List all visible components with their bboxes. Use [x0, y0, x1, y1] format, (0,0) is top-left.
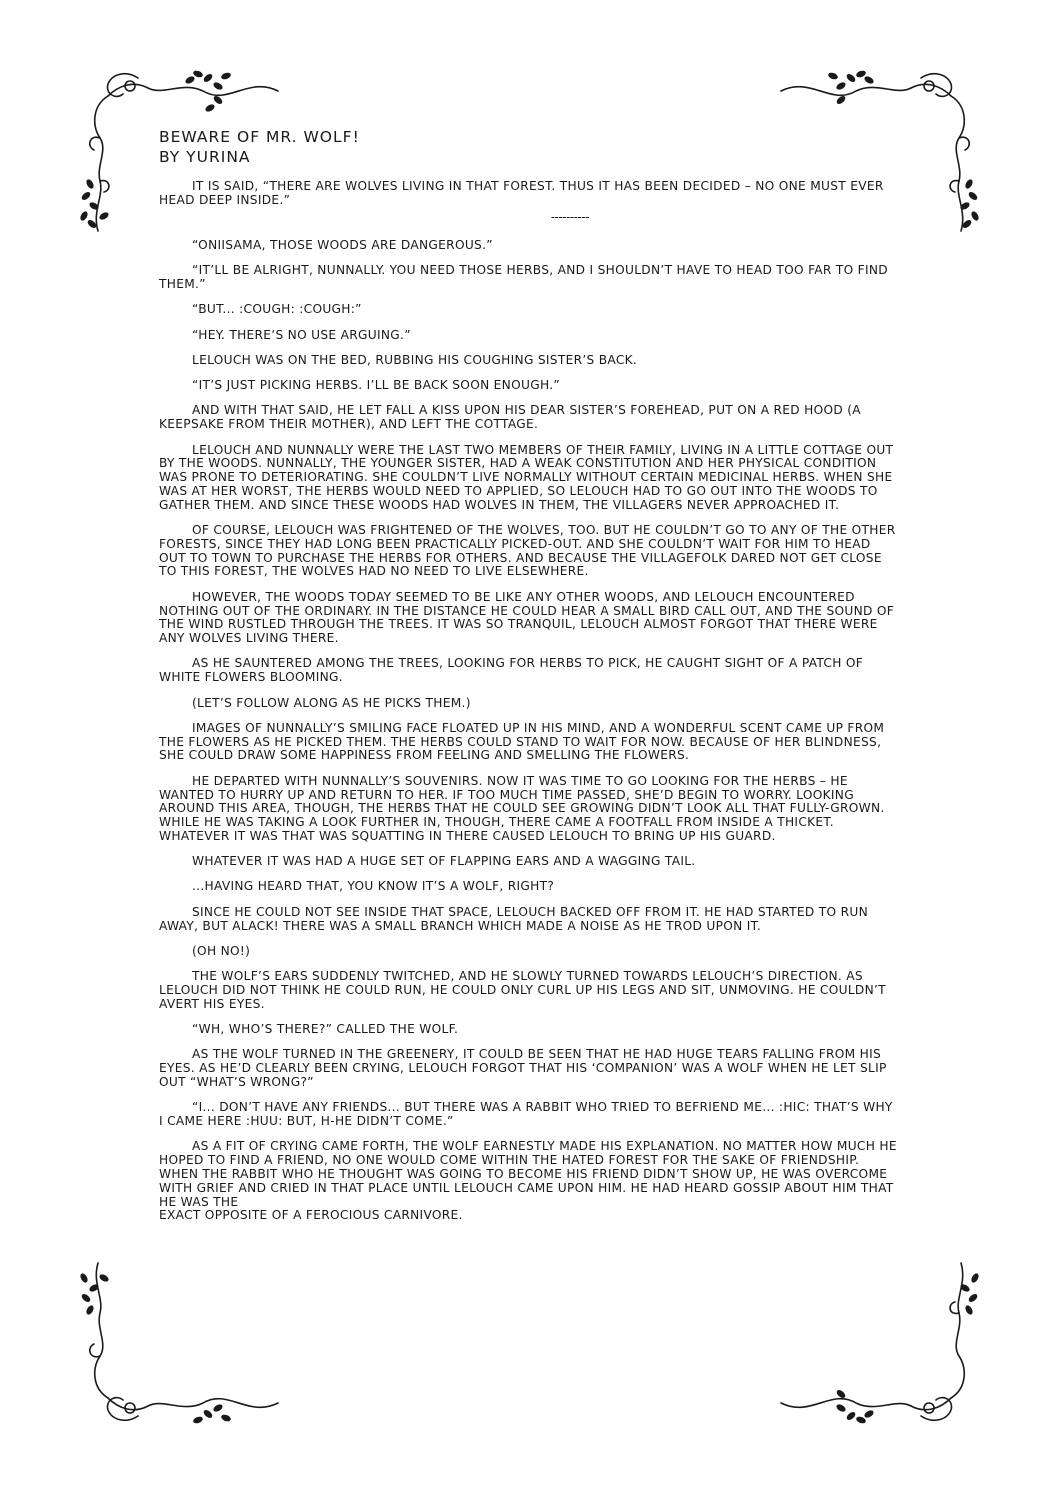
vine-ornament-bottom-left — [78, 1258, 283, 1428]
section-separator: ---------- — [550, 210, 589, 225]
story-body — [159, 180, 899, 1235]
paragraph: WHATEVER IT WAS HAD A HUGE SET OF FLAPPING EARS AND A WAGGING TAIL. — [192, 854, 696, 869]
paragraph: HOWEVER, THE WOODS TODAY SEEMED TO BE LIKE ANY OTHER WOODS, AND LELOUCH ENCOUNTERED NOTHING OUT OF THE ORDINARY. IN THE DISTANCE HE COULD HEAR A SMALL BIRD CALL OUT, AND THE SOUND OF THE WIND RUSTLED THROUGH THE TREES. IT WAS SO TRANQUIL, LELOUCH ALMOST FORGOT THAT THERE WERE ANY WOLVES LIVING THERE. — [159, 589, 895, 646]
paragraph: AS A FIT OF CRYING CAME FORTH, THE WOLF EARNESTLY MADE HIS EXPLANATION. NO MATTER HOW MUCH HE HOPED TO FIND A FRIEND, NO ONE WOULD COME WITHIN THE HATED FOREST FOR THE SAKE OF FRIENDSHIP. WHEN THE RABBIT WHO HE THOUGHT WAS GOING TO BECOME HIS FRIEND DIDN’T SHOW UP, HE WAS OVERCOME WITH GRIEF AND CRIED IN THAT PLACE UNTIL LELOUCH CAME UPON HIM. HE HAD HEARD GOSSIP ABOUT HIM THAT HE WAS THE — [159, 1139, 897, 1209]
paragraph: OF COURSE, LELOUCH WAS FRIGHTENED OF THE WOLVES, TOO. BUT HE COULDN’T GO TO ANY OF THE OTHER FORESTS, SINCE THEY HAD LONG BEEN PRACTICALLY PICKED-OUT. AND SHE COULDN’T WAIT FOR HIM TO HEAD OUT TO TOWN TO PURCHASE THE HERBS FOR OTHERS. AND BECAUSE THE VILLAGEFOLK DARED NOT GET CLOSE TO THIS FOREST, THE WOLVES HAD NO NEED TO LIVE ELSEWHERE. — [159, 523, 896, 579]
paragraph: “IT’LL BE ALRIGHT, NUNNALLY. YOU NEED THOSE HERBS, AND I SHOULDN’T HAVE TO HEAD TOO FAR TO FIND THEM.” — [159, 263, 888, 291]
paragraph: “WH, WHO’S THERE?” CALLED THE WOLF. — [192, 1022, 459, 1037]
paragraph-continuation: EXACT OPPOSITE OF A FEROCIOUS CARNIVORE. — [159, 1208, 463, 1223]
paragraph: ...HAVING HEARD THAT, YOU KNOW IT’S A WOLF, RIGHT? — [192, 879, 555, 894]
paragraph: (OH NO!) — [192, 943, 251, 958]
paragraph: “I... DON’T HAVE ANY FRIENDS... BUT THERE WAS A RABBIT WHO TRIED TO BEFRIEND ME... :HIC: THAT’S WHY I CAME HERE :HUU: BUT, H-HE DIDN’T COME.” — [159, 1100, 893, 1129]
paragraph: (LET’S FOLLOW ALONG AS HE PICKS THEM.) — [192, 695, 471, 710]
story-title: BEWARE OF MR. WOLF! — [159, 128, 360, 146]
title-block — [159, 127, 360, 167]
story-byline: BY YURINA — [159, 148, 251, 166]
paragraph: AND WITH THAT SAID, HE LET FALL A KISS UPON HIS DEAR SISTER’S FOREHEAD, PUT ON A RED HOOD (A KEEPSAKE FROM THEIR MOTHER), AND LEFT THE COTTAGE. — [159, 403, 861, 432]
paragraph: THE WOLF’S EARS SUDDENLY TWITCHED, AND HE SLOWLY TURNED TOWARDS LELOUCH’S DIRECTION. AS LELOUCH DID NOT THINK HE COULD RUN, HE COULD ONLY CURL UP HIS LEGS AND SIT, UNMOVING. HE COULDN’T AVERT HIS EYES. — [159, 969, 886, 1011]
paragraph: AS THE WOLF TURNED IN THE GREENERY, IT COULD BE SEEN THAT HE HAD HUGE TEARS FALLING FROM HIS EYES. AS HE’D CLEARLY BEEN CRYING, LELOUCH FORGOT THAT HIS ‘COMPANION’ WAS A WOLF WHEN HE LET SLIP OUT “WHAT’S WRONG?” — [159, 1047, 887, 1089]
vine-ornament-bottom-right — [776, 1258, 981, 1428]
paragraph: HE DEPARTED WITH NUNNALLY’S SOUVENIRS. NOW IT WAS TIME TO GO LOOKING FOR THE HERBS – HE WANTED TO HURRY UP AND RETURN TO HER. IF TOO MUCH TIME PASSED, SHE’D BEGIN TO WORRY. LOOKING AROUND THIS AREA, THOUGH, THE HERBS THAT HE COULD SEE GROWING DIDN’T LOOK ALL THAT FULLY-GROWN. WHILE HE WAS TAKING A LOOK FURTHER IN, THOUGH, THERE CAME A FOOTFALL FROM INSIDE A THICKET. WHATEVER IT WAS THAT WAS SQUATTING IN THERE CAUSED LELOUCH TO BRING UP HIS GUARD. — [159, 773, 885, 843]
paragraph: LELOUCH AND NUNNALLY WERE THE LAST TWO MEMBERS OF THEIR FAMILY, LIVING IN A LITTLE COTTAGE OUT BY THE WOODS. NUNNALLY, THE YOUNGER SISTER, HAD A WEAK CONSTITUTION AND HER PHYSICAL CONDITION WAS PRONE TO DETERIORATING. SHE COULDN’T LIVE NORMALLY WITHOUT CERTAIN MEDICINAL HERBS. WHEN SHE WAS AT HER WORST, THE HERBS WOULD NEED TO APPLIED, SO LELOUCH HAD TO GO OUT INTO THE WOODS TO GATHER THEM. AND SINCE THESE WOODS HAD WOLVES IN THEM, THE VILLAGERS NEVER APPROACHED IT. — [159, 442, 894, 512]
paragraph: SINCE HE COULD NOT SEE INSIDE THAT SPACE, LELOUCH BACKED OFF FROM IT. HE HAD STARTED TO RUN AWAY, BUT ALACK! THERE WAS A SMALL BRANCH WHICH MADE A NOISE AS HE TROD UPON IT. — [159, 904, 868, 933]
paragraph: LELOUCH WAS ON THE BED, RUBBING HIS COUGHING SISTER’S BACK. — [192, 352, 638, 367]
paragraph: “ONIISAMA, THOSE WOODS ARE DANGEROUS.” — [192, 237, 493, 252]
paragraph: “HEY. THERE’S NO USE ARGUING.” — [192, 327, 411, 342]
paragraph: IMAGES OF NUNNALLY’S SMILING FACE FLOATED UP IN HIS MIND, AND A WONDERFUL SCENT CAME UP FROM THE FLOWERS AS HE PICKED THEM. THE HERBS COULD STAND TO WAIT FOR NOW. BECAUSE OF HER BLINDNESS, SHE COULD DRAW SOME HAPPINESS FROM FEELING AND SMELLING THE FLOWERS. — [159, 720, 885, 763]
paragraph: AS HE SAUNTERED AMONG THE TREES, LOOKING FOR HERBS TO PICK, HE CAUGHT SIGHT OF A PATCH OF WHITE FLOWERS BLOOMING. — [159, 656, 864, 685]
paragraph: “IT’S JUST PICKING HERBS. I’LL BE BACK SOON ENOUGH.” — [192, 378, 560, 393]
paragraph: IT IS SAID, “THERE ARE WOLVES LIVING IN THAT FOREST. THUS IT HAS BEEN DECIDED – NO ONE MUST EVER HEAD DEEP INSIDE.” — [159, 179, 884, 207]
paragraph: “BUT... :COUGH: :COUGH:” — [192, 302, 362, 317]
